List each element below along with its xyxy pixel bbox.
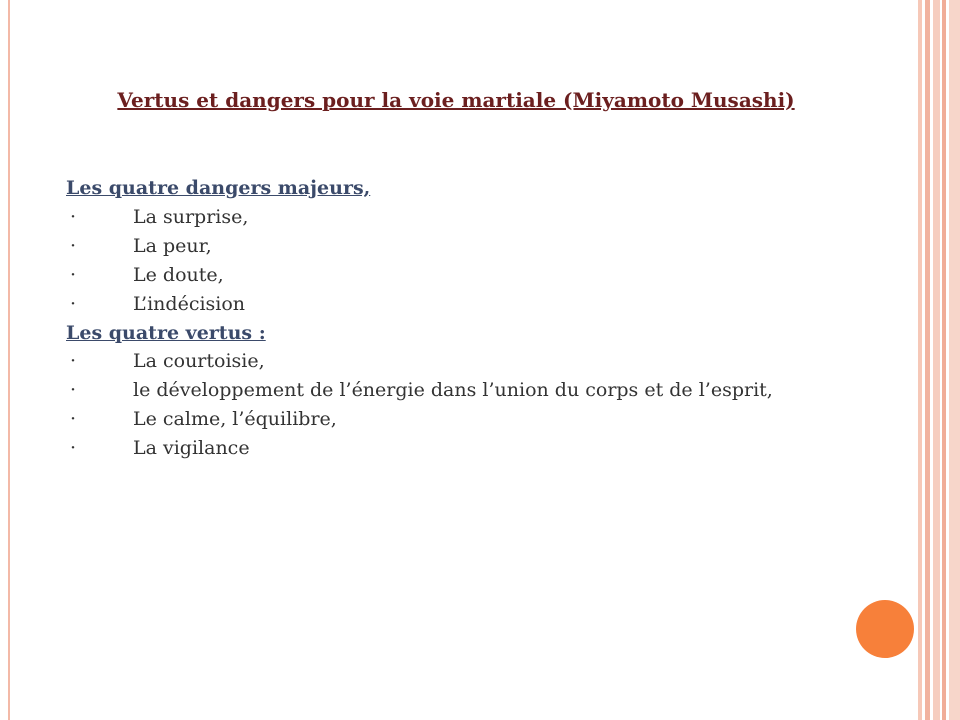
slide-title: Vertus et dangers pour la voie martiale (Miyamoto Musashi) [117, 88, 795, 112]
list-item [66, 405, 806, 434]
list-item-text: La surprise, [133, 205, 249, 228]
bullet: · [70, 379, 77, 402]
list-item [66, 261, 806, 290]
list-item-text: La courtoisie, [133, 350, 265, 373]
list-item-text: le développement de l’énergie dans l’union du corps et de l’esprit, [133, 379, 773, 402]
section-heading-virtues: Les quatre vertus : [66, 321, 266, 344]
bullet: · [70, 263, 77, 286]
list-item [66, 376, 806, 405]
list-item-text: Le calme, l’équilibre, [133, 408, 337, 431]
orange-circle-decoration [856, 600, 914, 658]
list-item-text: Le doute, [133, 263, 224, 286]
list-item-text: La vigilance [133, 437, 250, 460]
list-item [66, 203, 806, 232]
list-item-text: L’indécision [133, 292, 246, 315]
bullet: · [70, 408, 77, 431]
section-heading-dangers: Les quatre dangers majeurs, [66, 177, 371, 199]
bullet: · [70, 437, 77, 460]
bullet: · [70, 350, 77, 373]
right-frame-stripe [949, 0, 960, 720]
bullet: · [70, 205, 77, 228]
right-frame-stripe [933, 0, 940, 720]
right-frame-stripe [918, 0, 922, 720]
list-item [66, 347, 806, 376]
list-item [66, 434, 806, 463]
right-frame-stripe [942, 0, 946, 720]
bullet: · [70, 292, 77, 315]
list-item-text: La peur, [133, 234, 212, 257]
bullet: · [70, 234, 77, 257]
list-item [66, 290, 806, 319]
list-item [66, 232, 806, 261]
slide-body [66, 174, 806, 463]
right-frame-stripe [925, 0, 930, 720]
